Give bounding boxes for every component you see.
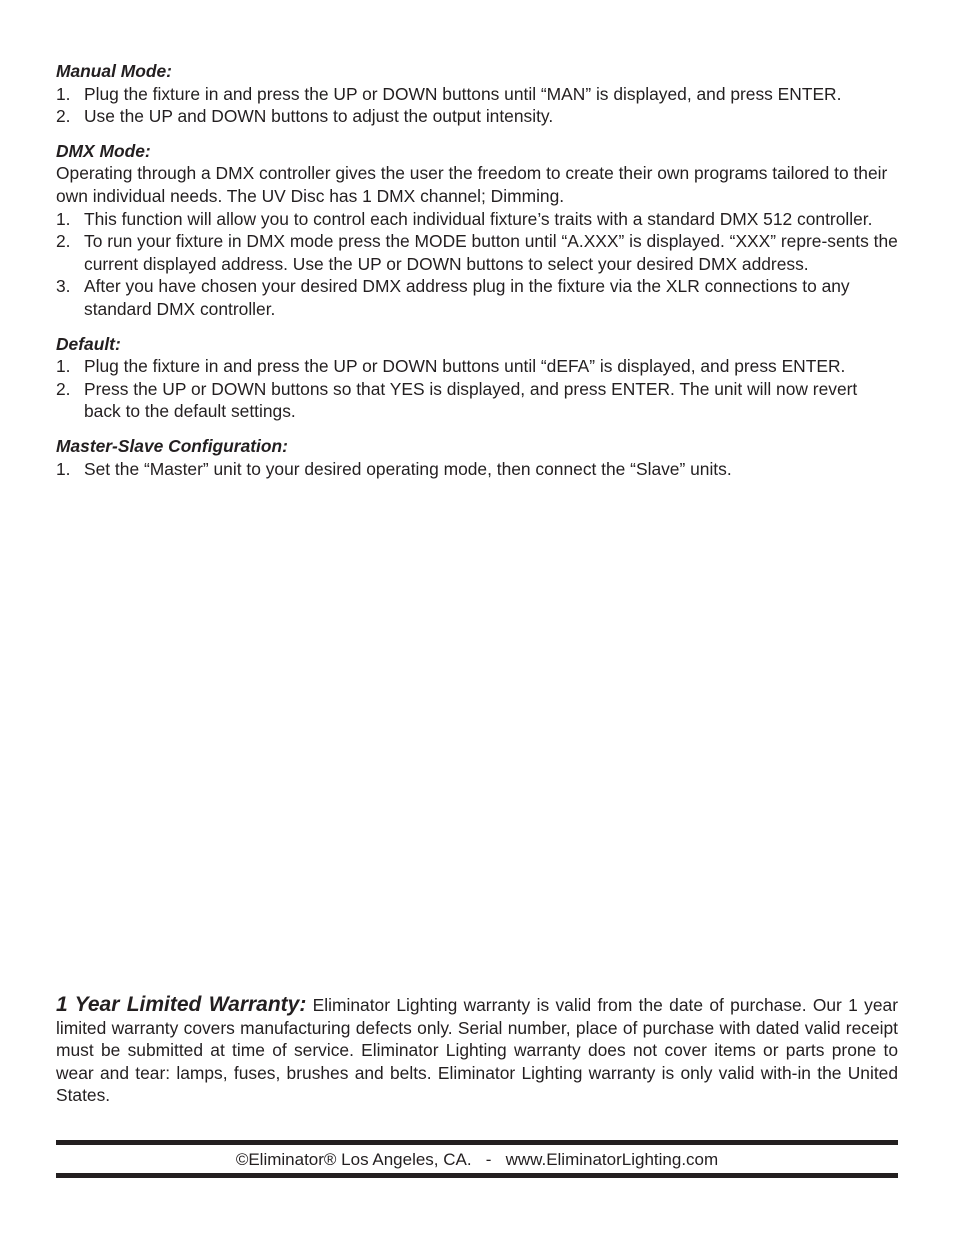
section-intro: Operating through a DMX controller gives the user the freedom to create their own programs tailored to their own individual needs. The UV Disc has 1 DMX channel; Dimming. [56, 163, 888, 206]
list-item [56, 458, 898, 481]
section-title: Manual Mode: [56, 61, 172, 81]
list-item [56, 105, 898, 128]
item-number: 3. [56, 276, 71, 297]
section-manual-mode [56, 60, 898, 128]
warranty-paragraph [56, 994, 898, 1107]
item-text: Use the UP and DOWN buttons to adjust the output intensity. [84, 106, 554, 127]
list-item [56, 275, 898, 320]
item-text: Plug the fixture in and press the UP or DOWN buttons until “dEFA” is displayed, and press ENTER. [84, 356, 846, 377]
item-text: Plug the fixture in and press the UP or DOWN buttons until “MAN” is displayed, and press ENTER. [84, 83, 842, 104]
list-item [56, 355, 898, 378]
item-number: 2. [56, 378, 71, 399]
warranty-text: Eliminator Lighting warranty is valid from the date of purchase. Our 1 year limited warranty covers manufacturing defects only. Serial number, place of purchase with dated valid receipt must be submitted at time of service. Eliminator Lighting warranty does not cover items or parts prone to wear and tear: lamps, fuses, brushes and belts. Eliminator Lighting warranty is only valid with-in the United States. [56, 995, 898, 1106]
footer-bottom-rule [56, 1173, 898, 1178]
item-number: 2. [56, 106, 71, 127]
item-number: 2. [56, 231, 71, 252]
list-item [56, 378, 898, 423]
section-dmx-mode [56, 140, 898, 321]
item-text: This function will allow you to control each individual fixture’s traits with a standard DMX 512 controller. [84, 208, 873, 229]
step-list [56, 458, 898, 481]
section-default [56, 333, 898, 423]
footer-copyright: ©Eliminator® Los Angeles, CA. - www.EliminatorLighting.com [235, 1150, 719, 1169]
item-text: After you have chosen your desired DMX address plug in the fixture via the XLR connections to any standard DMX controller. [84, 276, 850, 319]
list-item [56, 230, 898, 275]
list-item [56, 208, 898, 231]
section-title: Master-Slave Configuration: [56, 435, 288, 456]
item-number: 1. [56, 83, 71, 104]
step-list [56, 83, 898, 128]
section-title: DMX Mode: [56, 140, 151, 161]
item-number: 1. [56, 458, 71, 479]
item-text: To run your fixture in DMX mode press the MODE button until “A.XXX” is displayed. “XXX” repre-sents the current displayed address. Use the UP or DOWN buttons to select your desired DMX address. [84, 231, 898, 274]
item-number: 1. [56, 208, 71, 229]
footer-top-rule [56, 1140, 898, 1145]
list-item [56, 83, 898, 106]
step-list [56, 355, 898, 423]
section-title: Default: [56, 333, 121, 354]
warranty-title: 1 Year Limited Warranty: [56, 993, 307, 1016]
section-master-slave [56, 435, 898, 480]
item-text: Press the UP or DOWN buttons so that YES is displayed, and press ENTER. The unit will now revert back to the default settings. [84, 378, 858, 422]
step-list [56, 208, 898, 321]
item-text: Set the “Master” unit to your desired operating mode, then connect the “Slave” units. [84, 458, 732, 479]
item-number: 1. [56, 356, 71, 377]
instructions-body [56, 60, 898, 492]
